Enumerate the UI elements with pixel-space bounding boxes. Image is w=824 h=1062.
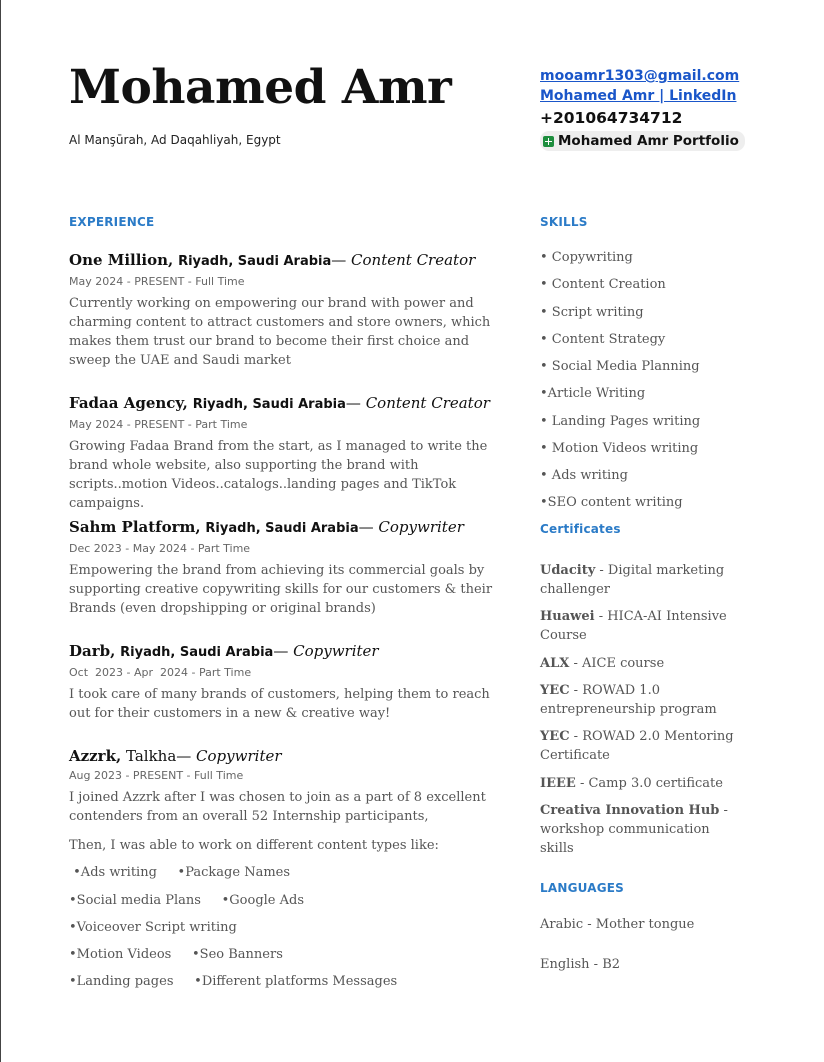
experience-detail-line: •Motion Videos •Seo Banners bbox=[69, 947, 283, 962]
experience-heading: EXPERIENCE bbox=[69, 215, 155, 229]
skill-item: •SEO content writing bbox=[540, 495, 683, 510]
experience-org: Azzrk, bbox=[69, 747, 122, 765]
experience-date: Oct 2023 - Apr 2024 - Part Time bbox=[69, 666, 252, 679]
skill-item: • Ads writing bbox=[540, 468, 628, 483]
experience-role: Copywriter bbox=[196, 747, 282, 765]
experience-date: Aug 2023 - PRESENT - Full Time bbox=[69, 769, 244, 782]
skill-item: • Landing Pages writing bbox=[540, 414, 701, 429]
certificate-issuer: YEC bbox=[540, 683, 570, 698]
candidate-name: Mohamed Amr bbox=[69, 60, 452, 115]
skill-item: • Content Creation bbox=[540, 277, 666, 292]
experience-location: Talkha bbox=[125, 747, 177, 765]
experience-separator: — bbox=[345, 394, 366, 412]
experience-date: May 2024 - PRESENT - Full Time bbox=[69, 275, 245, 288]
experience-location: Riyadh, Saudi Arabia bbox=[192, 397, 346, 412]
linkedin-link[interactable]: Mohamed Amr | LinkedIn bbox=[540, 88, 737, 104]
experience-org: One Million, bbox=[69, 251, 174, 269]
certificate-issuer: YEC bbox=[540, 729, 570, 744]
experience-item bbox=[69, 393, 501, 513]
certificate-name: - Camp 3.0 certificate bbox=[575, 776, 723, 791]
experience-description: I took care of many brands of customers, helping them to reach out for their customers in a new & creative way! bbox=[69, 687, 490, 721]
skill-item: • Script writing bbox=[540, 305, 644, 320]
experience-role: Copywriter bbox=[378, 518, 464, 536]
skills-heading: SKILLS bbox=[540, 215, 588, 229]
experience-description: I joined Azzrk after I was chosen to join as a part of 8 excellent contenders from an overall 52 Internship participants, bbox=[69, 790, 486, 824]
experience-separator: — bbox=[176, 747, 197, 765]
candidate-location: Al Manşūrah, Ad Daqahliyah, Egypt bbox=[69, 133, 281, 147]
experience-location: Riyadh, Saudi Arabia bbox=[205, 521, 359, 536]
experience-role: Copywriter bbox=[293, 642, 379, 660]
experience-title bbox=[69, 517, 501, 539]
experience-title bbox=[69, 746, 501, 766]
experience-org: Sahm Platform, bbox=[69, 518, 201, 536]
skill-item: • Content Strategy bbox=[540, 332, 666, 347]
experience-description: Growing Fadaa Brand from the start, as I managed to write the brand whole website, also supporting the brand with scripts..motion Videos..catalogs..landing pages and TikTok campaigns. bbox=[69, 439, 488, 511]
certificate-name: - AICE course bbox=[569, 656, 665, 671]
experience-separator: — bbox=[273, 642, 294, 660]
languages-heading: LANGUAGES bbox=[540, 881, 624, 895]
experience-item bbox=[69, 250, 501, 370]
experience-description: Currently working on empowering our brand with power and charming content to attract customers and store owners, which makes them trust our brand to become their first choice and sweep the UAE and Saudi market bbox=[69, 296, 491, 368]
portfolio-chip[interactable] bbox=[540, 131, 745, 151]
experience-org: Darb, bbox=[69, 642, 116, 660]
certificate-issuer: Creativa Innovation Hub bbox=[540, 803, 720, 818]
email-link[interactable]: mooamr1303@gmail.com bbox=[540, 68, 740, 84]
certificate-issuer: Udacity bbox=[540, 563, 596, 578]
experience-location: Riyadh, Saudi Arabia bbox=[178, 254, 332, 269]
contact-block bbox=[540, 66, 745, 151]
experience-title bbox=[69, 250, 501, 272]
experience-title bbox=[69, 393, 501, 415]
experience-detail-line: •Ads writing •Package Names bbox=[69, 865, 291, 880]
experience-detail-line: Then, I was able to work on different content types like: bbox=[69, 838, 439, 853]
experience-description: Empowering the brand from achieving its commercial goals by supporting creative copywriting skills for our customers & their Brands (even dropshipping or original brands) bbox=[69, 563, 493, 616]
experience-detail-line: •Landing pages •Different platforms Messages bbox=[69, 974, 398, 989]
certificates-heading: Certificates bbox=[540, 522, 621, 536]
experience-title bbox=[69, 641, 501, 663]
experience-date: May 2024 - PRESENT - Part Time bbox=[69, 418, 248, 431]
phone-number: +201064734712 bbox=[540, 109, 683, 127]
certificate-name: - workshop communication skills bbox=[540, 803, 728, 856]
experience-item bbox=[69, 746, 501, 826]
certificate-name: - HICA-AI Intensive Course bbox=[540, 609, 727, 643]
experience-separator: — bbox=[358, 518, 379, 536]
certificate-name: - ROWAD 1.0 entrepreneurship program bbox=[540, 683, 717, 717]
language-item: English - B2 bbox=[540, 957, 621, 972]
experience-item bbox=[69, 517, 501, 618]
certificate-name: - Digital marketing challenger bbox=[540, 563, 725, 597]
skill-item: • Motion Videos writing bbox=[540, 441, 699, 456]
certificate-issuer: IEEE bbox=[540, 776, 576, 791]
certificate-name: - ROWAD 2.0 Mentoring Certificate bbox=[540, 729, 734, 763]
experience-detail-line: •Voiceover Script writing bbox=[69, 920, 237, 935]
skill-item: •Article Writing bbox=[540, 386, 646, 401]
experience-org: Fadaa Agency, bbox=[69, 394, 188, 412]
certificate-item bbox=[540, 801, 740, 858]
experience-date: Dec 2023 - May 2024 - Part Time bbox=[69, 542, 251, 555]
experience-detail-line: •Social media Plans •Google Ads bbox=[69, 893, 305, 908]
portfolio-label: Mohamed Amr Portfolio bbox=[558, 133, 739, 149]
certificate-issuer: ALX bbox=[540, 656, 570, 671]
experience-role: Content Creator bbox=[365, 394, 490, 412]
certificate-issuer: Huawei bbox=[540, 609, 595, 624]
skill-item: • Social Media Planning bbox=[540, 359, 700, 374]
experience-location: Riyadh, Saudi Arabia bbox=[120, 645, 274, 660]
google-sheets-icon bbox=[543, 136, 554, 147]
certificate-item bbox=[540, 561, 740, 599]
certificate-item bbox=[540, 654, 740, 673]
certificate-item bbox=[540, 727, 740, 765]
page-left-border bbox=[0, 0, 1, 1062]
experience-separator: — bbox=[331, 251, 352, 269]
certificate-item bbox=[540, 607, 740, 645]
experience-item bbox=[69, 641, 501, 723]
language-item: Arabic - Mother tongue bbox=[540, 917, 695, 932]
certificate-item bbox=[540, 774, 740, 793]
experience-role: Content Creator bbox=[351, 251, 476, 269]
certificate-item bbox=[540, 681, 740, 719]
skill-item: • Copywriting bbox=[540, 250, 633, 265]
